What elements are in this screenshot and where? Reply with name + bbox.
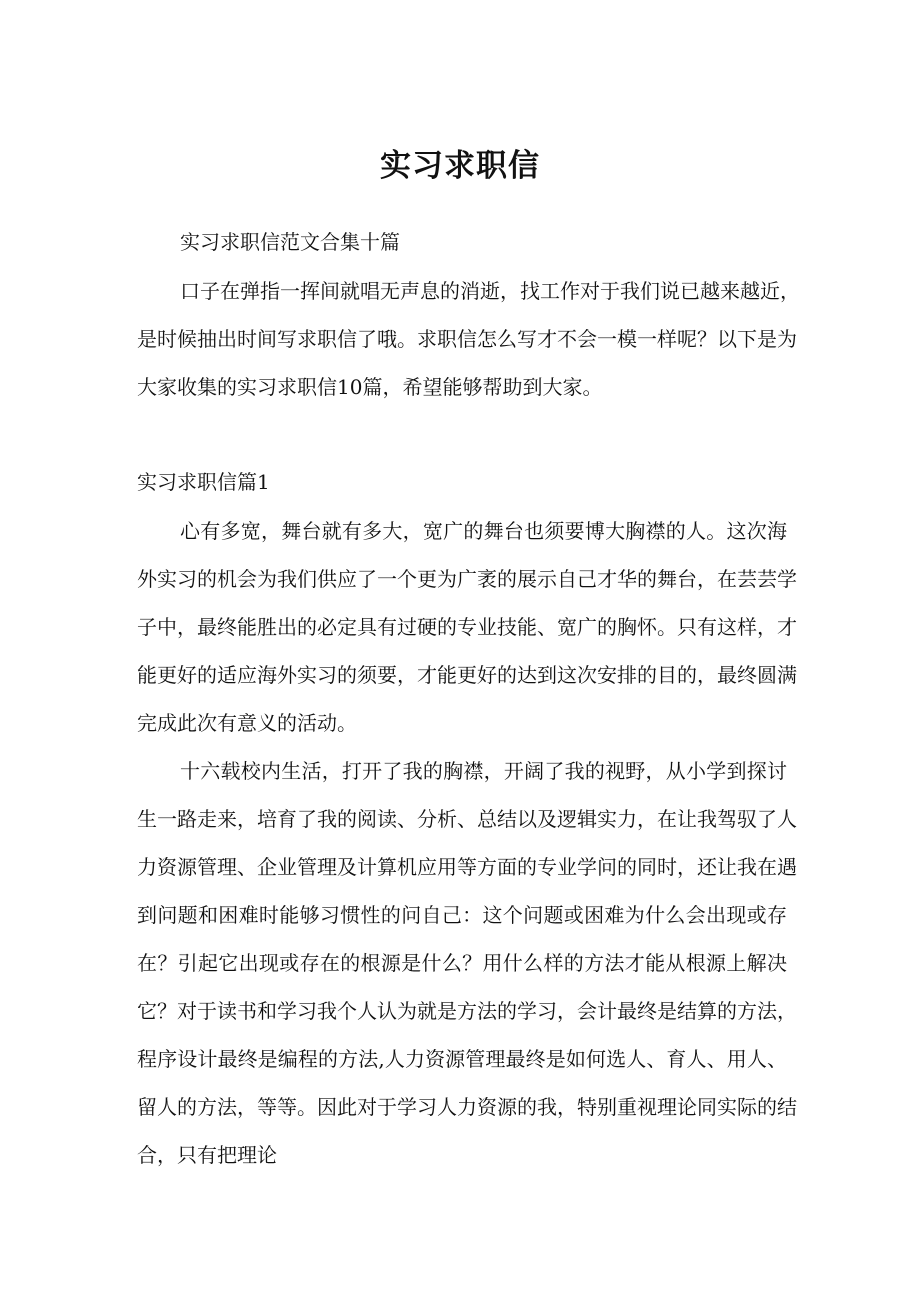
paragraph-line: 生一路走来，培育了我的阅读、分析、总结以及逻辑实力，在让我驾驭了人	[137, 807, 797, 831]
paragraph-line: 到问题和困难时能够习惯性的问自己：这个问题或困难为什么会出现或存	[137, 903, 787, 927]
paragraph-line: 完成此次有意义的活动。	[137, 711, 357, 735]
paragraph-line: 心有多宽，舞台就有多大，宽广的舞台也须要博大胸襟的人。这次海	[180, 519, 787, 543]
paragraph-line: 力资源管理、企业管理及计算机应用等方面的专业学问的同时，还让我在遇	[137, 855, 797, 879]
paragraph-line: 能更好的适应海外实习的须要，才能更好的达到这次安排的目的，最终圆满	[137, 663, 797, 687]
paragraph-line: 程序设计最终是编程的方法,人力资源管理最终是如何选人、育人、用人、	[137, 1047, 787, 1071]
section-heading: 实习求职信篇1	[137, 470, 270, 494]
paragraph-line: 留人的方法，等等。因此对于学习人力资源的我，特别重视理论同实际的结	[137, 1095, 797, 1119]
intro-line: 是时候抽出时间写求职信了哦。求职信怎么写才不会一模一样呢？以下是为	[137, 327, 797, 351]
document-title: 实习求职信	[380, 148, 540, 184]
intro-line: 口子在弹指一挥间就唱无声息的消逝，找工作对于我们说已越来越近，	[180, 279, 800, 303]
paragraph-line: 它？对于读书和学习我个人认为就是方法的学习，会计最终是结算的方法，	[137, 999, 797, 1023]
document-subtitle: 实习求职信范文合集十篇	[180, 230, 400, 254]
paragraph-line: 子中，最终能胜出的必定具有过硬的专业技能、宽广的胸怀。只有这样，才	[137, 615, 797, 639]
paragraph-line: 外实习的机会为我们供应了一个更为广袤的展示自己才华的舞台，在芸芸学	[137, 567, 797, 591]
paragraph-line: 十六载校内生活，打开了我的胸襟，开阔了我的视野，从小学到探讨	[180, 759, 787, 783]
paragraph-line: 合，只有把理论	[137, 1143, 277, 1167]
intro-line: 大家收集的实习求职信10篇，希望能够帮助到大家。	[137, 375, 603, 399]
paragraph-line: 在？引起它出现或存在的根源是什么？用什么样的方法才能从根源上解决	[137, 951, 787, 975]
